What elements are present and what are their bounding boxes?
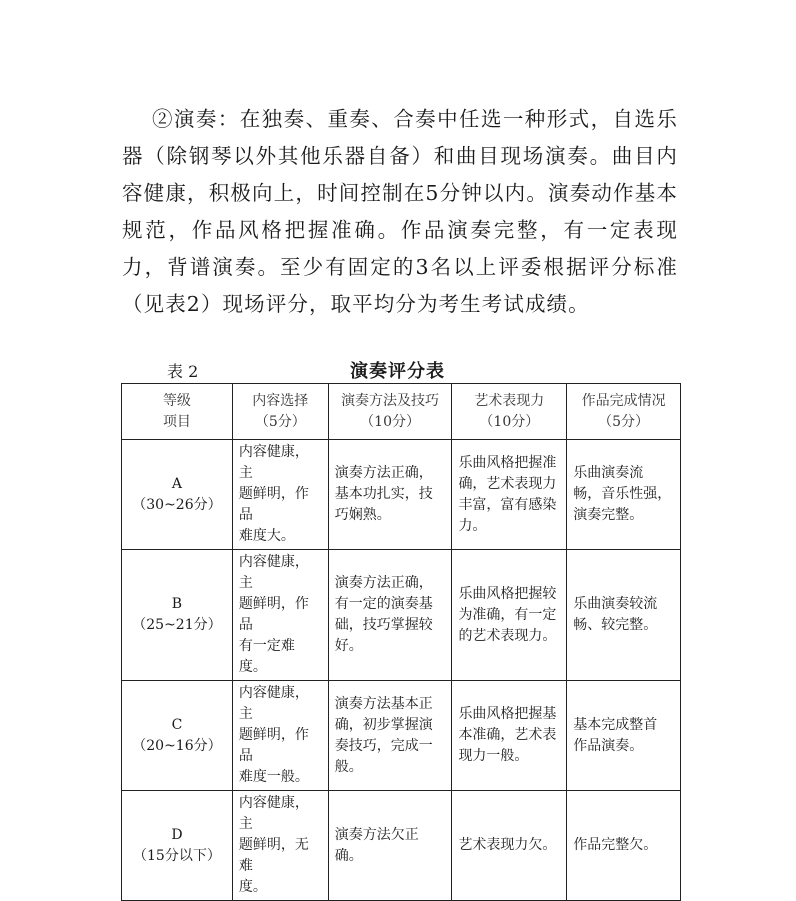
method-cell: 演奏方法基本正 确，初步掌握演 奏技巧，完成一 般。: [328, 681, 452, 791]
completion-cell: 作品完整欠。: [567, 791, 681, 901]
content-cell: 内容健康，主 题鲜明，作品 难度一般。: [232, 681, 328, 791]
table-row: [122, 681, 681, 791]
table-row: [122, 440, 681, 550]
performance-requirements-paragraph: ②演奏：在独奏、重奏、合奏中任选一种形式，自选乐器（除钢琴以外其他乐器自备）和曲目现场演奏。曲目内容健康，积极向上，时间控制在5分钟以内。演奏动作基本规范，作品风格把握准确。作品演奏完整，有一定表现力，背谱演奏。至少有固定的3名以上评委根据评分标准（见表2）现场评分，取平均分为考生考试成绩。: [122, 107, 678, 316]
header-completion: 作品完成情况 （5分）: [567, 384, 681, 440]
content-cell: 内容健康，主 题鲜明，作品 难度大。: [232, 440, 328, 550]
content-cell: 内容健康，主 题鲜明，无难 度。: [232, 791, 328, 901]
completion-cell: 乐曲演奏流 畅，音乐性强， 演奏完整。: [567, 440, 681, 550]
grade-cell: D （15分以下）: [122, 791, 233, 901]
table-row: [122, 791, 681, 901]
header-artistic-expression: 艺术表现力 （10分）: [452, 384, 567, 440]
completion-cell: 乐曲演奏较流 畅、较完整。: [567, 550, 681, 681]
content-cell: 内容健康，主 题鲜明，作品 有一定难度。: [232, 550, 328, 681]
method-cell: 演奏方法正确， 基本功扎实，技 巧娴熟。: [328, 440, 452, 550]
grade-cell: B （25~21分）: [122, 550, 233, 681]
table-header-row: [122, 384, 681, 440]
table-number-label: 表 2: [167, 362, 199, 381]
art-cell: 乐曲风格把握基 本准确，艺术表 现力一般。: [452, 681, 567, 791]
completion-cell: 基本完成整首 作品演奏。: [567, 681, 681, 791]
table-row: [122, 550, 681, 681]
table-title: 演奏评分表: [350, 361, 445, 382]
performance-scoring-table: [121, 383, 681, 901]
grade-cell: A （30~26分）: [122, 440, 233, 550]
method-cell: 演奏方法欠正 确。: [328, 791, 452, 901]
art-cell: 艺术表现力欠。: [452, 791, 567, 901]
method-cell: 演奏方法正确， 有一定的演奏基 础，技巧掌握较 好。: [328, 550, 452, 681]
header-level-item: 等级 项目: [122, 384, 233, 440]
art-cell: 乐曲风格把握准 确，艺术表现力 丰富，富有感染 力。: [452, 440, 567, 550]
grade-cell: C （20~16分）: [122, 681, 233, 791]
art-cell: 乐曲风格把握较 为准确，有一定 的艺术表现力。: [452, 550, 567, 681]
header-content-choice: 内容选择 （5分）: [232, 384, 328, 440]
header-method-skill: 演奏方法及技巧 （10分）: [328, 384, 452, 440]
